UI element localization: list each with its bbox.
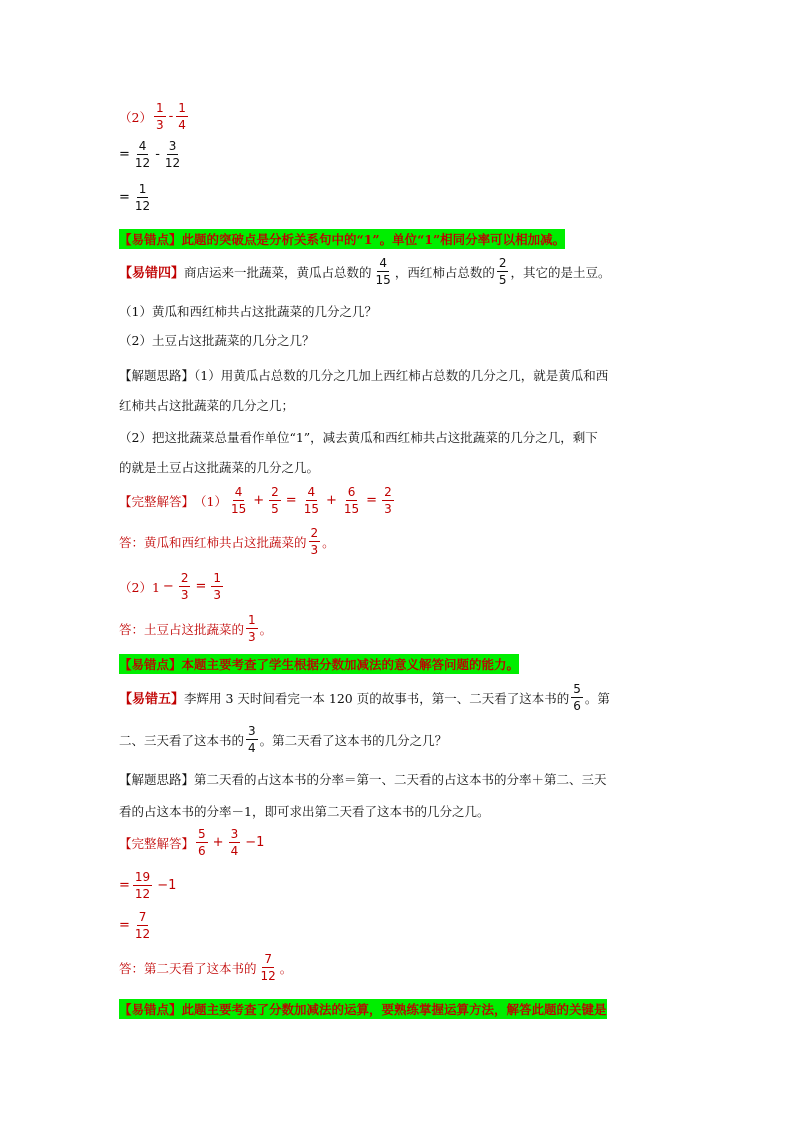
answer-text: 答：黄瓜和西红柿共占这批蔬菜的 <box>119 534 307 550</box>
plus-sign: + <box>325 493 337 508</box>
step2-label: （2） <box>119 109 152 125</box>
tip-highlight-2 <box>119 654 519 674</box>
problem4-question2: （2）土豆占这批蔬菜的几分之几？ <box>119 333 315 348</box>
answer-text: 。 <box>259 621 273 637</box>
problem5-statement-2 <box>119 725 447 754</box>
equals-sign: = <box>119 190 130 205</box>
fraction: $\frac{1}{4}$ <box>178 101 186 132</box>
tip-highlight-1 <box>119 229 565 249</box>
step2-line3 <box>119 183 154 212</box>
problem5-thinking: 【解题思路】第二天看的占这本书的分率＝第一、二天看的占这本书的分率＋第二、三天 <box>119 772 607 787</box>
fraction: $\frac{2}{3}$ <box>180 571 189 602</box>
fraction: $\frac{4}{15}$ <box>303 485 319 516</box>
problem5-step2 <box>119 871 179 900</box>
fraction: $\frac{5}{6}$ <box>573 682 581 713</box>
minus-sign: − <box>162 579 174 594</box>
answer-tag: 【完整解答】 <box>119 835 195 851</box>
plus-sign: + <box>212 835 224 850</box>
problem5-text: 。第二天看了这本书的几分之几？ <box>259 732 448 748</box>
tip-text: 【易错点】此题的突破点是分析关系句中的“1”。单位“1”相同分率可以相加减。 <box>119 229 565 249</box>
tip-text: 【易错点】此题主要考查了分数加减法的运算，要熟练掌握运算方法，解答此题的关键是 <box>119 999 607 1019</box>
problem4-text: ，西红柿占总数的 <box>394 264 495 280</box>
answer-text: 。 <box>322 534 335 550</box>
equals-sign: = <box>285 493 297 508</box>
fraction: $\frac{1}{3}$ <box>155 101 164 132</box>
problem4-answer1-text <box>119 527 335 556</box>
problem4-thinking: 【解题思路】（1）用黄瓜占总数的几分之几加上西红柿占总数的几分之几，就是黄瓜和西 <box>119 368 609 383</box>
fraction: $\frac{3}{4}$ <box>248 724 256 755</box>
equals-sign: = <box>119 147 130 162</box>
fraction: $\frac{2}{3}$ <box>310 526 319 557</box>
equals-sign: = <box>366 493 378 508</box>
answer-text: 。 <box>279 960 293 976</box>
problem4-answer2-text <box>119 614 272 643</box>
problem5-text: 。第 <box>584 690 610 706</box>
problem4-answer1 <box>119 486 396 515</box>
minus-sign: - <box>168 109 174 124</box>
fraction: $\frac{3}{4}$ <box>230 827 239 858</box>
equals-sign: = <box>195 579 207 594</box>
fraction: $\frac{2}{5}$ <box>271 485 279 516</box>
problem4-thinking: （2）把这批蔬菜总量看作单位“1”，减去黄瓜和西红柿共占这批蔬菜的几分之几，剩下 <box>119 430 598 445</box>
problem4-question1: （1）黄瓜和西红柿共占这批蔬菜的几分之几？ <box>119 304 377 319</box>
fraction: $\frac{7}{12}$ <box>260 952 276 983</box>
fraction: $\frac{6}{15}$ <box>343 485 360 516</box>
plus-sign: + <box>253 493 265 508</box>
fraction: $\frac{4}{15}$ <box>230 485 247 516</box>
answer-label: （2）1 <box>119 579 160 595</box>
problem5-text: 二、三天看了这本书的 <box>119 732 245 748</box>
equals-sign: = <box>119 878 130 893</box>
answer-label: （1） <box>194 493 227 509</box>
fraction: $\frac{4}{12}$ <box>134 139 151 170</box>
fraction: $\frac{4}{15}$ <box>375 256 391 287</box>
problem5-step3 <box>119 911 154 940</box>
fraction: $\frac{1}{3}$ <box>248 613 256 644</box>
problem5-thinking: 看的占这本书的分率－1，即可求出第二天看了这本书的几分之几。 <box>119 804 490 819</box>
problem5-tag: 【易错五】 <box>119 692 185 707</box>
step2-line2 <box>119 140 184 169</box>
fraction: $\frac{5}{6}$ <box>198 827 206 858</box>
tip-text: 【易错点】本题主要考查了学生根据分数加减法的意义解答问题的能力。 <box>119 654 519 674</box>
problem4-answer2 <box>119 572 225 601</box>
problem4-statement <box>119 257 610 286</box>
equals-sign: = <box>119 918 130 933</box>
problem5-answer-text <box>119 953 292 982</box>
minus-one: −1 <box>157 878 177 893</box>
problem4-tag: 【易错四】 <box>119 266 185 281</box>
problem5-statement <box>119 683 610 712</box>
minus-sign: - <box>155 147 160 162</box>
fraction: $\frac{2}{3}$ <box>384 485 392 516</box>
problem4-text: 商店运来一批蔬菜，黄瓜占总数的 <box>184 264 372 280</box>
step2-expression <box>119 102 190 131</box>
problem5-answer <box>119 828 267 857</box>
answer-text: 答：土豆占这批蔬菜的 <box>119 621 245 637</box>
fraction: $\frac{3}{12}$ <box>164 139 181 170</box>
tip-highlight-3 <box>119 999 607 1019</box>
problem4-thinking: 的就是土豆占这批蔬菜的几分之几。 <box>119 460 320 475</box>
minus-one: −1 <box>245 835 265 850</box>
fraction: $\frac{19}{12}$ <box>134 870 151 901</box>
problem4-text: ，其它的是土豆。 <box>510 264 611 280</box>
fraction: $\frac{7}{12}$ <box>134 910 151 941</box>
answer-tag: 【完整解答】 <box>119 493 195 509</box>
problem4-thinking: 红柿共占这批蔬菜的几分之几； <box>119 398 295 413</box>
problem5-text: 李辉用 3 天时间看完一本 120 页的故事书，第一、二天看了这本书的 <box>184 690 570 706</box>
fraction: $\frac{1}{12}$ <box>134 182 151 213</box>
fraction: $\frac{2}{5}$ <box>498 256 507 287</box>
answer-text: 答：第二天看了这本书的 <box>119 960 257 976</box>
fraction: $\frac{1}{3}$ <box>213 571 221 602</box>
